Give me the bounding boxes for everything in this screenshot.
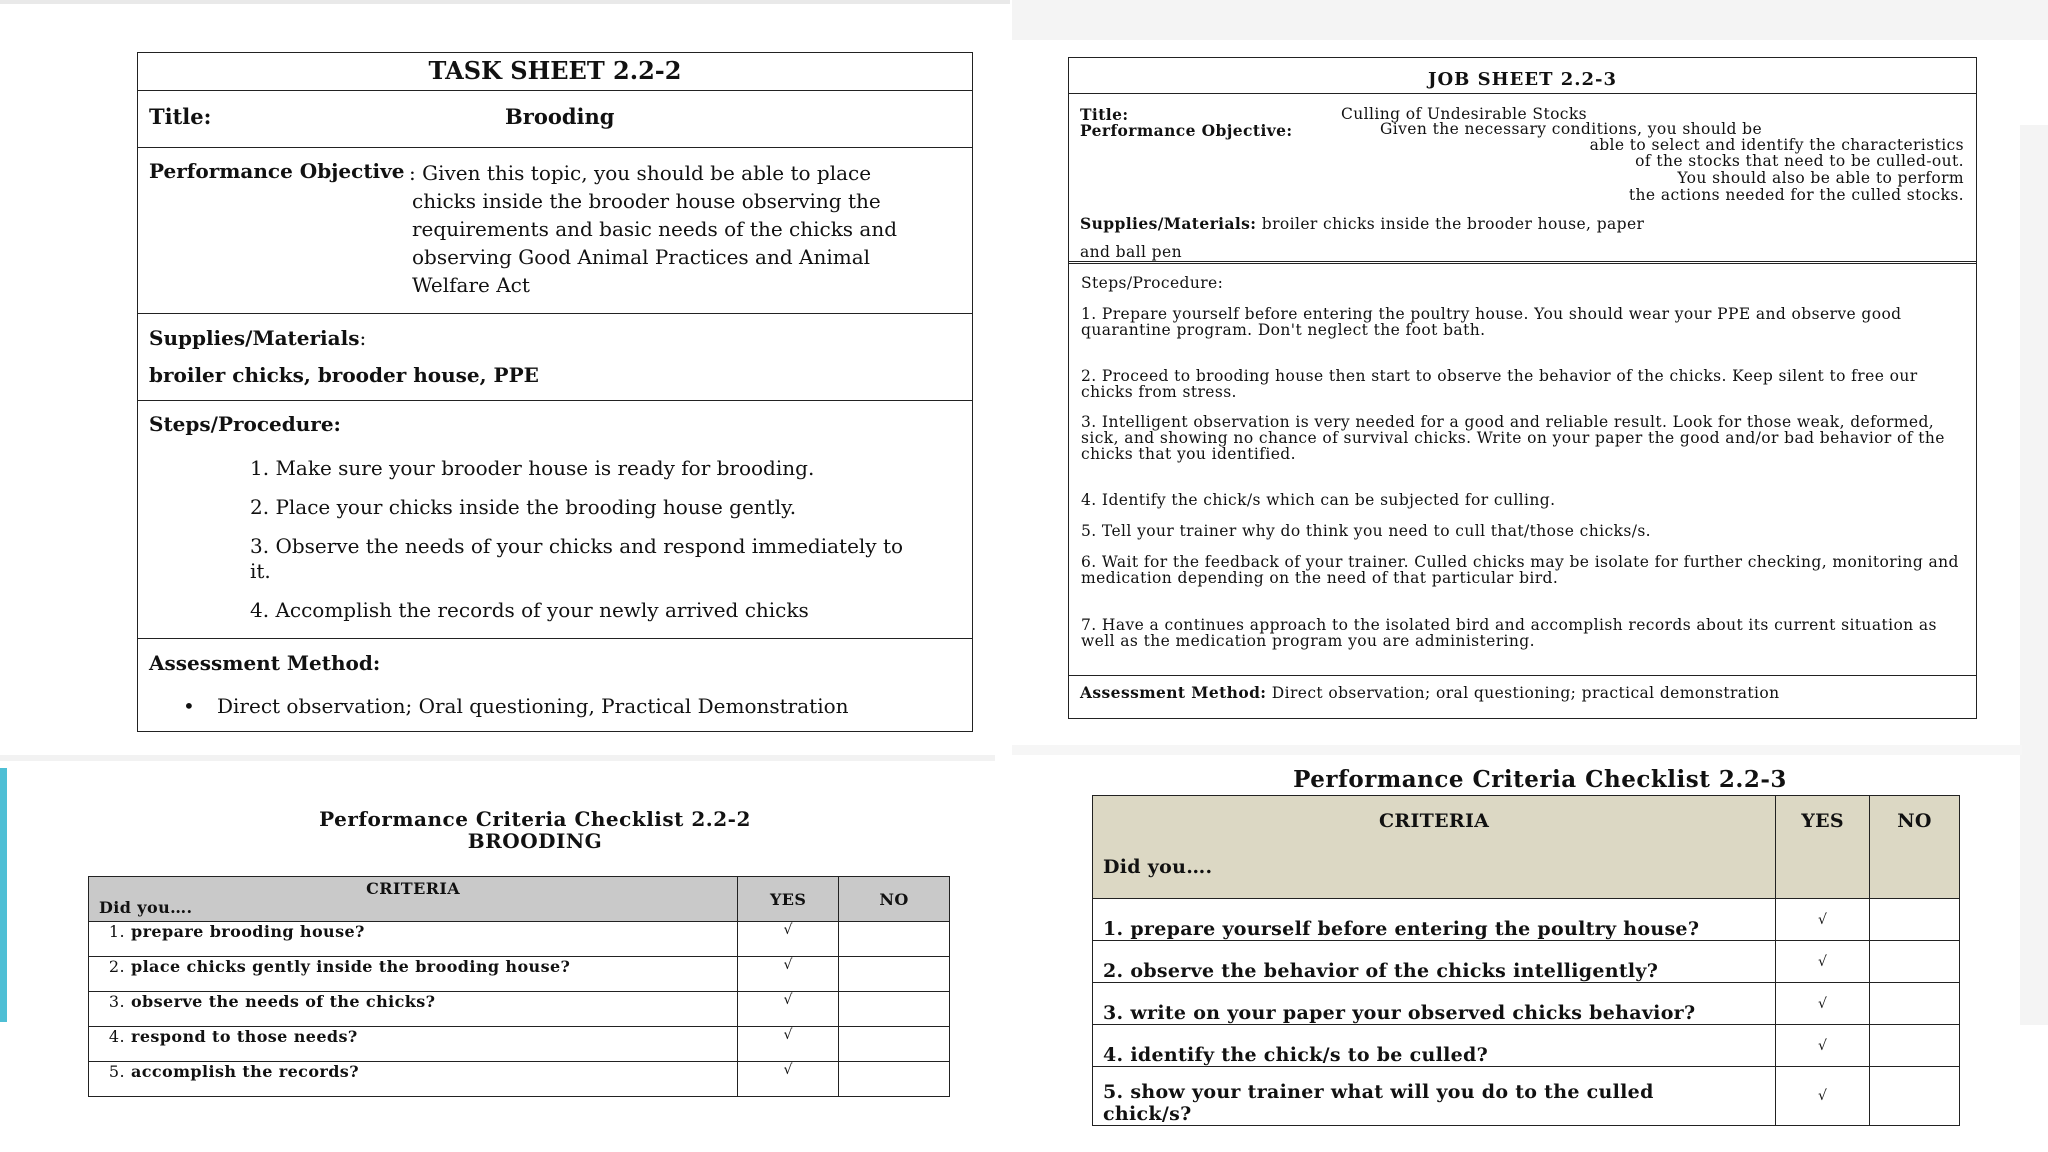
supplies-value: broiler chicks inside the brooder house, paper	[1261, 215, 1645, 233]
task-sheet-title-row	[138, 91, 972, 148]
checklist-heading: Performance Criteria Checklist 2.2-3	[1293, 766, 1787, 793]
table-row	[1093, 983, 1960, 1025]
assessment-label: Assessment Method:	[149, 651, 381, 675]
criteria-text: place chicks gently inside the brooding house?	[130, 957, 571, 976]
yes-check: √	[1776, 1067, 1870, 1126]
yes-check: √	[1776, 1025, 1870, 1067]
no-header: NO	[839, 877, 950, 922]
criteria-cell	[89, 922, 738, 957]
step-item: 2. Place your chicks inside the brooding house gently.	[250, 495, 797, 519]
brooding-checklist-table	[88, 876, 950, 1097]
checklist-heading: Performance Criteria Checklist 2.2-2	[319, 807, 751, 831]
supplies-label-wrap	[149, 326, 366, 350]
yes-check: √	[1776, 941, 1870, 983]
criteria-text: prepare brooding house?	[130, 922, 365, 941]
accent-bar	[0, 768, 7, 1022]
yes-header: YES	[738, 877, 839, 922]
no-cell	[1870, 1025, 1960, 1067]
did-you-label: Did you….	[99, 898, 193, 917]
row-number: 5.	[108, 1062, 125, 1081]
slide-edge	[1012, 0, 2048, 40]
no-cell	[1870, 941, 1960, 983]
objective-line: You should also be able to perform	[1677, 169, 1964, 187]
assessment-label: Assessment Method:	[1080, 683, 1267, 702]
table-header-row	[89, 877, 950, 922]
criteria-text: 5. show your trainer what will you do to the culled chick/s?	[1093, 1067, 1776, 1126]
criteria-text: 1. prepare yourself before entering the poultry house?	[1093, 899, 1776, 941]
criteria-text: 2. observe the behavior of the chicks intelligently?	[1093, 941, 1776, 983]
row-number: 4.	[108, 1027, 125, 1046]
supplies-materials	[138, 314, 972, 401]
assessment-value: Direct observation; Oral questioning, Practical Demonstration	[217, 694, 849, 718]
criteria-label: CRITERIA	[366, 879, 461, 898]
table-row	[89, 1062, 950, 1097]
no-cell	[839, 992, 950, 1027]
no-cell	[839, 1027, 950, 1062]
did-you-label: Did you….	[1103, 856, 1213, 878]
no-cell	[1870, 899, 1960, 941]
steps-label: Steps/Procedure:	[1081, 274, 1224, 292]
criteria-label: CRITERIA	[1378, 810, 1490, 832]
yes-check: √	[738, 1062, 839, 1097]
step-item: 6. Wait for the feedback of your trainer. Culled chicks may be isolate for further checking, monitoring and medication depending on the need of that particular bird.	[1081, 553, 1959, 587]
bullet-icon: •	[183, 694, 195, 718]
no-cell	[839, 957, 950, 992]
criteria-header	[1093, 796, 1776, 899]
assessment-method	[1069, 675, 1976, 720]
supplies-label: Supplies/Materials	[149, 326, 360, 350]
steps-procedure	[1069, 264, 1976, 732]
job-sheet	[1068, 57, 1977, 719]
criteria-cell	[89, 1062, 738, 1097]
culling-checklist-table	[1092, 795, 1960, 1126]
yes-check: √	[1776, 983, 1870, 1025]
slide-edge	[2020, 125, 2048, 1025]
steps-procedure	[138, 401, 972, 639]
criteria-text: respond to those needs?	[130, 1027, 358, 1046]
criteria-text: accomplish the records?	[130, 1062, 359, 1081]
task-sheet	[137, 52, 973, 732]
criteria-cell	[89, 992, 738, 1027]
criteria-text: observe the needs of the chicks?	[130, 992, 436, 1011]
criteria-cell	[89, 1027, 738, 1062]
no-header: NO	[1870, 796, 1960, 899]
table-row	[1093, 1067, 1960, 1126]
yes-check: √	[738, 957, 839, 992]
assessment-value: Direct observation; oral questioning; practical demonstration	[1271, 684, 1780, 702]
step-item: 7. Have a continues approach to the isolated bird and accomplish records about its current situation as well as the medication program you are administering.	[1081, 616, 1937, 650]
criteria-text: 4. identify the chick/s to be culled?	[1093, 1025, 1776, 1067]
supplies-value-2: and ball pen	[1080, 243, 1182, 261]
no-cell	[1870, 1067, 1960, 1126]
assessment-method	[138, 639, 972, 733]
table-row	[89, 957, 950, 992]
table-row	[89, 1027, 950, 1062]
objective-line: able to select and identify the characteristics	[1589, 136, 1964, 154]
steps-label: Steps/Procedure:	[149, 412, 341, 436]
objective-label: Performance Objective	[149, 159, 405, 183]
yes-check: √	[1776, 899, 1870, 941]
criteria-text: 3. write on your paper your observed chicks behavior?	[1093, 983, 1776, 1025]
title-label: Title:	[1080, 105, 1129, 124]
job-sheet-heading: JOB SHEET 2.2-3	[1069, 58, 1976, 94]
table-row	[89, 992, 950, 1027]
step-item-continuation: it.	[250, 559, 271, 583]
supplies-value: broiler chicks, brooder house, PPE	[149, 363, 539, 387]
step-item: 1. Make sure your brooder house is ready for brooding.	[250, 456, 815, 480]
yes-header: YES	[1776, 796, 1870, 899]
supplies-materials	[1069, 206, 1976, 264]
row-number: 2.	[108, 957, 125, 976]
checklist-title	[230, 808, 840, 852]
criteria-header	[89, 877, 738, 922]
yes-check: √	[738, 992, 839, 1027]
objective-line: chicks inside the brooder house observing the	[412, 189, 881, 213]
step-item: 3. Observe the needs of your chicks and respond immediately to	[250, 534, 904, 558]
supplies-line	[1080, 214, 1644, 233]
table-header-row	[1093, 796, 1960, 899]
performance-objective	[138, 148, 972, 314]
checklist-subheading: BROODING	[467, 829, 603, 853]
row-number: 1.	[108, 922, 125, 941]
objective-line: : Given this topic, you should be able to place	[409, 161, 872, 185]
table-row	[1093, 941, 1960, 983]
objective-line: observing Good Animal Practices and Animal	[412, 245, 871, 269]
title-label: Title:	[149, 104, 212, 129]
no-cell	[1870, 983, 1960, 1025]
objective-line: Welfare Act	[412, 273, 530, 297]
table-row	[1093, 1025, 1960, 1067]
table-row	[1093, 899, 1960, 941]
supplies-label: Supplies/Materials:	[1080, 214, 1257, 233]
title-value: Culling of Undesirable Stocks	[1341, 105, 1588, 123]
row-number: 3.	[108, 992, 125, 1011]
step-item: 4. Accomplish the records of your newly arrived chicks	[250, 598, 809, 622]
objective-line: requirements and basic needs of the chicks and	[412, 217, 898, 241]
objective-line: of the stocks that need to be culled-out.	[1635, 152, 1964, 170]
objective-line: the actions needed for the culled stocks.	[1628, 186, 1964, 204]
slide-edge	[1012, 745, 2022, 755]
step-item: 5. Tell your trainer why do think you need to cull that/those chicks/s.	[1081, 522, 1652, 540]
slide-edge	[0, 755, 995, 761]
step-item: 1. Prepare yourself before entering the poultry house. You should wear your PPE and observe good quarantine program. Don't neglect the foot bath.	[1081, 305, 1902, 339]
supplies-colon: :	[359, 326, 367, 350]
objective-label: Performance Objective:	[1080, 121, 1293, 140]
step-item: 3. Intelligent observation is very needed for a good and reliable result. Look for those weak, deformed, sick, and showing no chance of survival chicks. Write on your paper the good and/or bad behavior of the chicks that you identified.	[1081, 413, 1945, 463]
no-cell	[839, 1062, 950, 1097]
step-item: 4. Identify the chick/s which can be subjected for culling.	[1081, 491, 1556, 509]
assessment-line	[1080, 685, 1964, 701]
objective-line: Given the necessary conditions, you should be	[1380, 120, 1763, 138]
step-item: 2. Proceed to brooding house then start to observe the behavior of the chicks. Keep silent to free our chicks from stress.	[1081, 367, 1918, 401]
yes-check: √	[738, 1027, 839, 1062]
table-row	[89, 922, 950, 957]
criteria-cell	[89, 957, 738, 992]
no-cell	[839, 922, 950, 957]
yes-check: √	[738, 922, 839, 957]
slide-edge	[0, 0, 1010, 4]
task-sheet-heading: TASK SHEET 2.2-2	[138, 53, 972, 91]
title-value: Brooding	[505, 104, 615, 129]
